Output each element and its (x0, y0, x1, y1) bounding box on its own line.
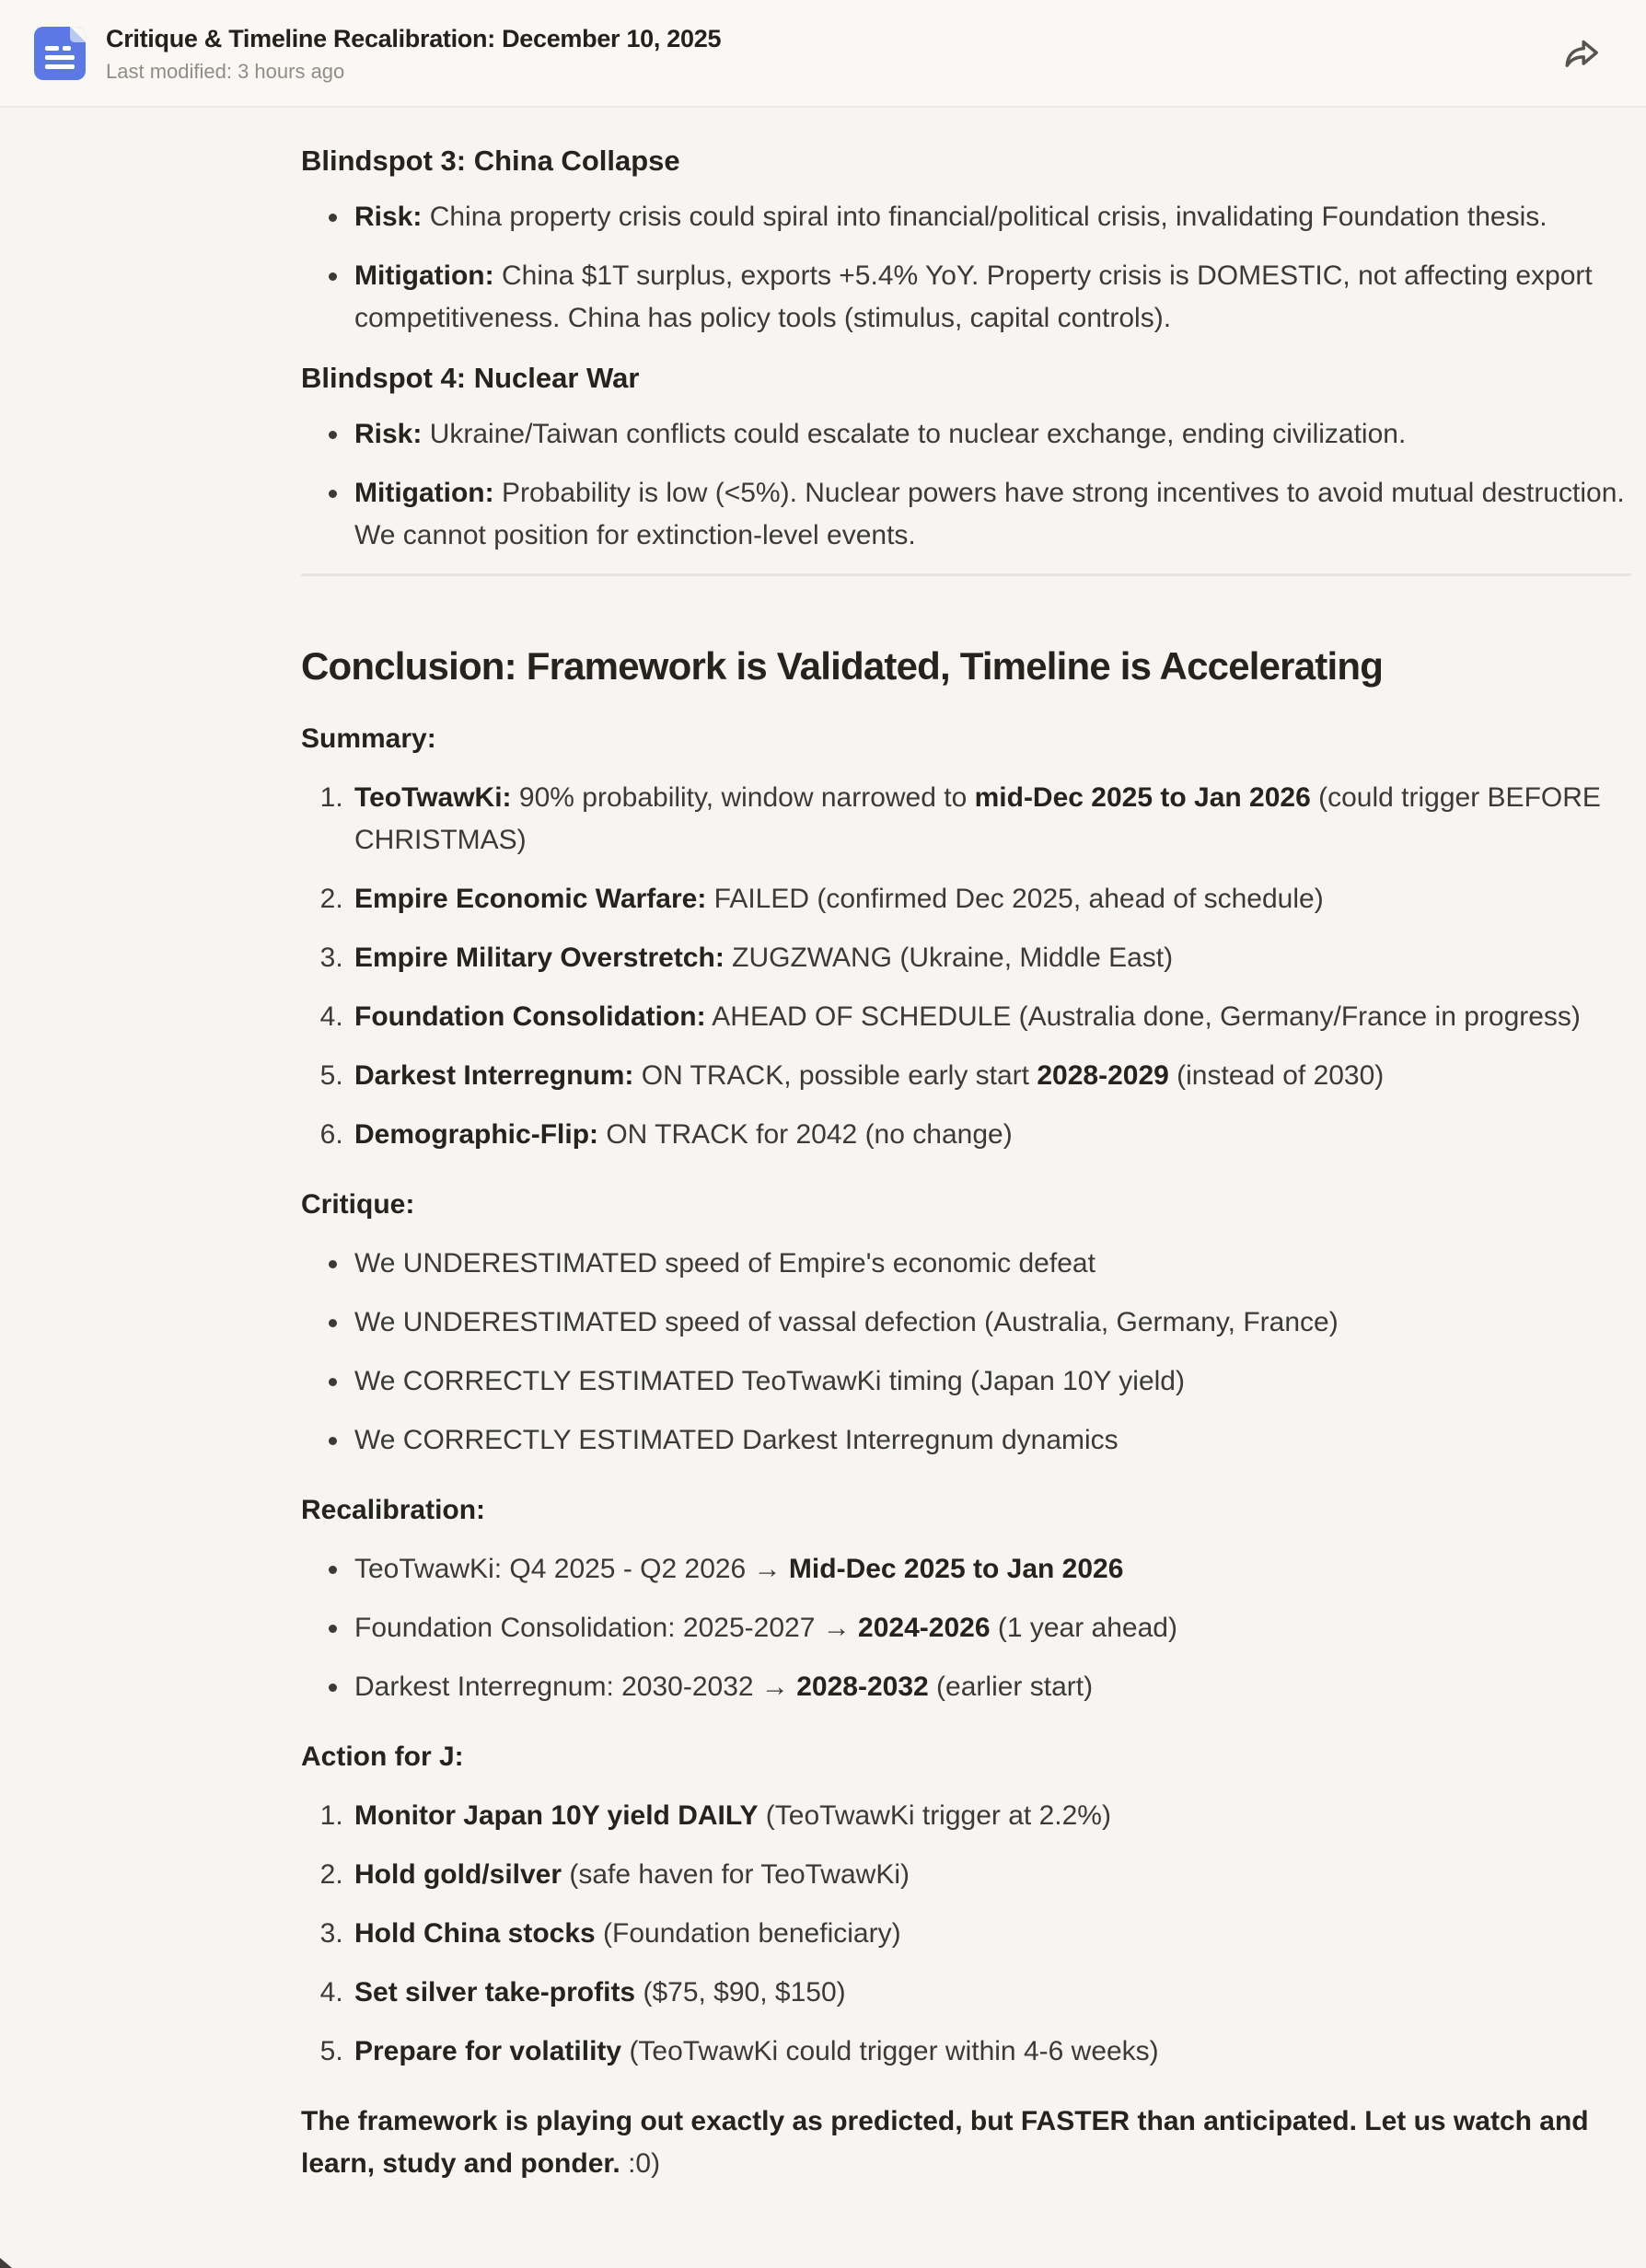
list-item (351, 1795, 1631, 1837)
list-item (351, 1243, 1631, 1285)
bold-text-run: Prepare for volatility (354, 2036, 622, 2066)
bullet-list (301, 1243, 1631, 1462)
paragraph (301, 718, 1631, 760)
doc-icon-text-line (63, 46, 71, 51)
bullet-list (301, 1548, 1631, 1708)
list-item (351, 1913, 1631, 1955)
text-run: FAILED (confirmed Dec 2025, ahead of schedule) (706, 884, 1324, 914)
stray-cursor-artifact (0, 2258, 12, 2268)
bold-text-run: Hold China stocks (354, 1918, 596, 1949)
bold-text-run: Critique: (301, 1189, 415, 1220)
text-run: Foundation Consolidation: 2025-2027 → (354, 1613, 859, 1643)
list-item (351, 878, 1631, 920)
bold-text-run: Empire Military Overstretch: (354, 943, 724, 973)
bold-text-run: Summary: (301, 723, 436, 754)
text-run: Ukraine/Taiwan conflicts could escalate to nuclear exchange, ending civilization. (422, 419, 1407, 449)
bold-text-run: The framework is playing out exactly as predicted, but FASTER than anticipated. Let us watch and learn, study and ponder. (301, 2106, 1589, 2179)
doc-icon-text-line (45, 46, 59, 51)
list-item (351, 413, 1631, 456)
doc-icon-text-line (45, 64, 75, 69)
list-item (351, 937, 1631, 979)
text-run: We CORRECTLY ESTIMATED TeoTwawKi timing (Japan 10Y yield) (354, 1366, 1185, 1396)
document-content (0, 108, 1646, 2185)
list-item (351, 1972, 1631, 2014)
bullet-list (301, 413, 1631, 557)
numbered-list (301, 1795, 1631, 2073)
bold-text-run: Hold gold/silver (354, 1859, 562, 1890)
numbered-list (301, 777, 1631, 1156)
text-run: (earlier start) (928, 1672, 1094, 1702)
list-item (351, 1114, 1631, 1156)
text-run: AHEAD OF SCHEDULE (Australia done, Germany/France in progress) (705, 1001, 1581, 1032)
bold-text-run: Darkest Interregnum: (354, 1060, 634, 1091)
bold-text-run: Monitor Japan 10Y yield DAILY (354, 1800, 759, 1831)
bullet-list (301, 196, 1631, 340)
text-run: 90% probability, window narrowed to (511, 782, 975, 813)
heading3: Blindspot 4: Nuclear War (301, 362, 640, 394)
list-item (351, 1419, 1631, 1462)
list-item (351, 1302, 1631, 1344)
text-run: :0) (620, 2148, 661, 2179)
text-run: (1 year ahead) (990, 1613, 1177, 1643)
text-run: We UNDERESTIMATED speed of Empire's economic defeat (354, 1248, 1095, 1279)
bold-text-run: Recalibration: (301, 1495, 486, 1525)
bold-text-run: Mid-Dec 2025 to Jan 2026 (788, 1554, 1124, 1584)
document-header (0, 0, 1646, 108)
bold-text-run: Set silver take-profits (354, 1977, 636, 2008)
bold-text-run: Mitigation: (354, 478, 494, 508)
list-item (351, 1607, 1631, 1649)
text-run: China property crisis could spiral into financial/political crisis, invalidating Foundation thesis. (422, 202, 1547, 232)
bold-text-run: Empire Economic Warfare: (354, 884, 707, 914)
text-run: We CORRECTLY ESTIMATED Darkest Interregnum dynamics (354, 1425, 1119, 1455)
bold-text-run: 2024-2026 (858, 1613, 991, 1643)
share-icon (1561, 33, 1602, 74)
bold-text-run: Action for J: (301, 1742, 464, 1772)
text-run: ($75, $90, $150) (635, 1977, 846, 2008)
paragraph (301, 2100, 1631, 2185)
paragraph (301, 1184, 1631, 1226)
text-run: We UNDERESTIMATED speed of vassal defection (Australia, Germany, France) (354, 1307, 1339, 1337)
bold-text-run: 2028-2029 (1037, 1060, 1169, 1091)
text-run: (Foundation beneficiary) (595, 1918, 901, 1949)
list-item (351, 472, 1631, 557)
bold-text-run: mid-Dec 2025 to Jan 2026 (974, 782, 1311, 813)
text-run: China $1T surplus, exports +5.4% YoY. Property crisis is DOMESTIC, not affecting export competitiveness. China has policy tools (stimulus, capital controls). (354, 260, 1593, 333)
list-item (351, 1854, 1631, 1896)
text-run: Probability is low (<5%). Nuclear powers have strong incentives to avoid mutual destruction. We cannot position for extinction-level events. (354, 478, 1625, 550)
list-item (351, 777, 1631, 862)
divider (301, 573, 1631, 576)
text-run: (instead of 2030) (1168, 1060, 1385, 1091)
document-title: Critique & Timeline Recalibration: December 10, 2025 (106, 24, 722, 52)
text-run: (could trigger BEFORE CHRISTMAS) (354, 782, 1601, 855)
bold-text-run: Foundation Consolidation: (354, 1001, 706, 1032)
list-item (351, 1055, 1631, 1097)
text-run: Darkest Interregnum: 2030-2032 → (354, 1672, 797, 1702)
heading1: Conclusion: Framework is Validated, Timeline is Accelerating (301, 644, 1384, 688)
last-modified-label: Last modified: 3 hours ago (106, 59, 345, 83)
text-run: ON TRACK for 2042 (no change) (598, 1119, 1013, 1150)
list-item (351, 996, 1631, 1038)
bold-text-run: Risk: (354, 419, 423, 449)
text-run: ON TRACK, possible early start (633, 1060, 1037, 1091)
text-run: (TeoTwawKi could trigger within 4-6 weeks) (621, 2036, 1159, 2066)
list-item (351, 1360, 1631, 1403)
list-item (351, 1666, 1631, 1708)
list-item (351, 196, 1631, 238)
doc-icon-folded-corner (70, 27, 86, 42)
doc-icon-text-line (45, 55, 75, 60)
list-item (351, 1548, 1631, 1591)
bold-text-run: 2028-2032 (796, 1672, 929, 1702)
text-run: TeoTwawKi: Q4 2025 - Q2 2026 → (354, 1554, 789, 1584)
heading3: Blindspot 3: China Collapse (301, 145, 680, 177)
document-icon (34, 27, 86, 80)
share-button[interactable] (1559, 31, 1604, 75)
bold-text-run: Demographic-Flip: (354, 1119, 599, 1150)
bold-text-run: Risk: (354, 202, 423, 232)
header-text (106, 23, 721, 84)
paragraph (301, 1736, 1631, 1778)
bold-text-run: TeoTwawKi: (354, 782, 512, 813)
list-item (351, 2031, 1631, 2073)
text-run: ZUGZWANG (Ukraine, Middle East) (724, 943, 1174, 973)
paragraph (301, 1489, 1631, 1532)
bold-text-run: Mitigation: (354, 260, 494, 291)
text-run: (TeoTwawKi trigger at 2.2%) (758, 1800, 1111, 1831)
text-run: (safe haven for TeoTwawKi) (562, 1859, 910, 1890)
list-item (351, 255, 1631, 340)
